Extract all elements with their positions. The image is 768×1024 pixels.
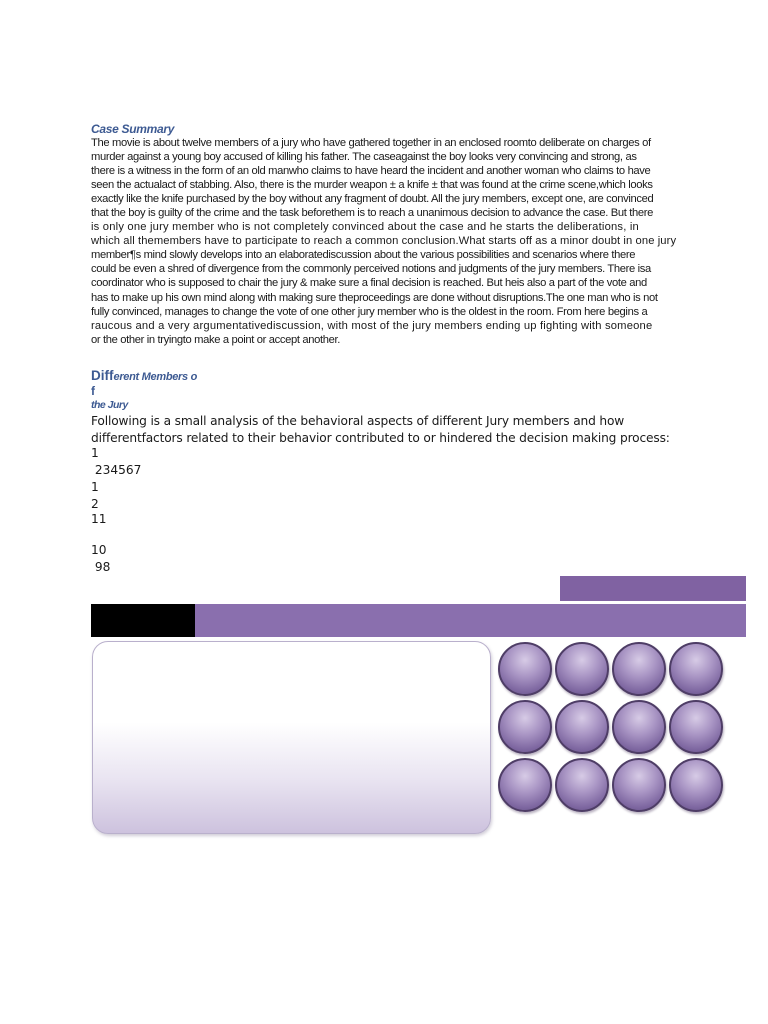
summary-line: The movie is about twelve members of a jury who have gathered together in an enclosed roomto deliberate on charges of bbox=[91, 137, 651, 149]
member-circle bbox=[498, 758, 552, 812]
member-circle bbox=[669, 700, 723, 754]
member-circle bbox=[612, 700, 666, 754]
summary-line: member¶s mind slowly develops into an elaboratediscussion about the various possibilities and scenarios where there bbox=[91, 249, 636, 262]
member-circle bbox=[555, 700, 609, 754]
purple-header-bar bbox=[195, 604, 746, 637]
member-circle bbox=[669, 642, 723, 696]
member-circle bbox=[498, 642, 552, 696]
member-circle bbox=[612, 642, 666, 696]
summary-line: has to make up his own mind along with making sure theproceedings are done without disruptions.The one man who is not bbox=[91, 291, 658, 304]
member-circle bbox=[612, 758, 666, 812]
summary-line: coordinator who is supposed to chair the jury & make sure a final decision is reached. But heis also a part of the vote and bbox=[91, 277, 647, 290]
number-label: 10 bbox=[91, 543, 107, 557]
member-circle bbox=[498, 700, 552, 754]
members-heading-line-2: f bbox=[91, 384, 95, 398]
summary-line: or the other in tryingto make a point or accept another. bbox=[91, 333, 341, 346]
members-heading-part: Diff bbox=[91, 368, 114, 383]
number-label: 98 bbox=[91, 560, 111, 574]
number-label: 2 bbox=[91, 497, 99, 511]
members-heading-line-1 bbox=[91, 368, 197, 383]
summary-line: that the boy is guilty of the crime and the task beforethem is to reach a unanimous decision to advance the case. But there bbox=[91, 207, 654, 220]
number-label: 1 bbox=[91, 446, 99, 460]
member-circle bbox=[555, 642, 609, 696]
summary-line: raucous and a very argumentativediscussion, with most of the jury members ending up fighting with someone bbox=[91, 319, 653, 332]
members-heading-line-3: the Jury bbox=[91, 399, 128, 411]
summary-line: could be even a shred of divergence from the commonly perceived notions and judgments of the jury members. There isa bbox=[91, 263, 651, 276]
analysis-line: differentfactors related to their behavior contributed to or hindered the decision making process: bbox=[91, 431, 670, 445]
summary-line: is only one jury member who is not completely convinced about the case and he starts the deliberations, in bbox=[91, 221, 639, 234]
black-header-block bbox=[91, 604, 195, 637]
analysis-text bbox=[91, 413, 691, 447]
summary-line: which all themembers have to participate to reach a common conclusion.What starts off as a minor doubt in one jury bbox=[91, 235, 677, 248]
number-label: 1 bbox=[91, 480, 99, 494]
case-summary-heading: Case Summary bbox=[91, 122, 175, 136]
summary-line: exactly like the knife purchased by the boy without any fragment of doubt. All the jury members, except one, are convinced bbox=[91, 193, 654, 206]
summary-line: seen the actualact of stabbing. Also, there is the murder weapon ± a knife ± that was found at the crime scene,which looks bbox=[91, 179, 653, 192]
summary-line: murder against a young boy accused of killing his father. The caseagainst the boy looks very convincing and strong, as bbox=[91, 151, 637, 164]
case-summary-text bbox=[91, 136, 691, 347]
members-heading-part: erent Members o bbox=[113, 371, 198, 383]
member-circle bbox=[555, 758, 609, 812]
rounded-text-box bbox=[92, 641, 491, 834]
member-circle bbox=[669, 758, 723, 812]
purple-tab bbox=[560, 576, 746, 601]
number-label: 234567 bbox=[91, 463, 142, 477]
summary-line: there is a witness in the form of an old manwho claims to have heard the incident and another woman who claims to have bbox=[91, 165, 651, 178]
summary-line: fully convinced, manages to change the vote of one other jury member who is the oldest in the room. From here begins a bbox=[91, 305, 648, 318]
number-label: 11 bbox=[91, 512, 107, 526]
analysis-line: Following is a small analysis of the behavioral aspects of different Jury members and how bbox=[91, 414, 625, 428]
